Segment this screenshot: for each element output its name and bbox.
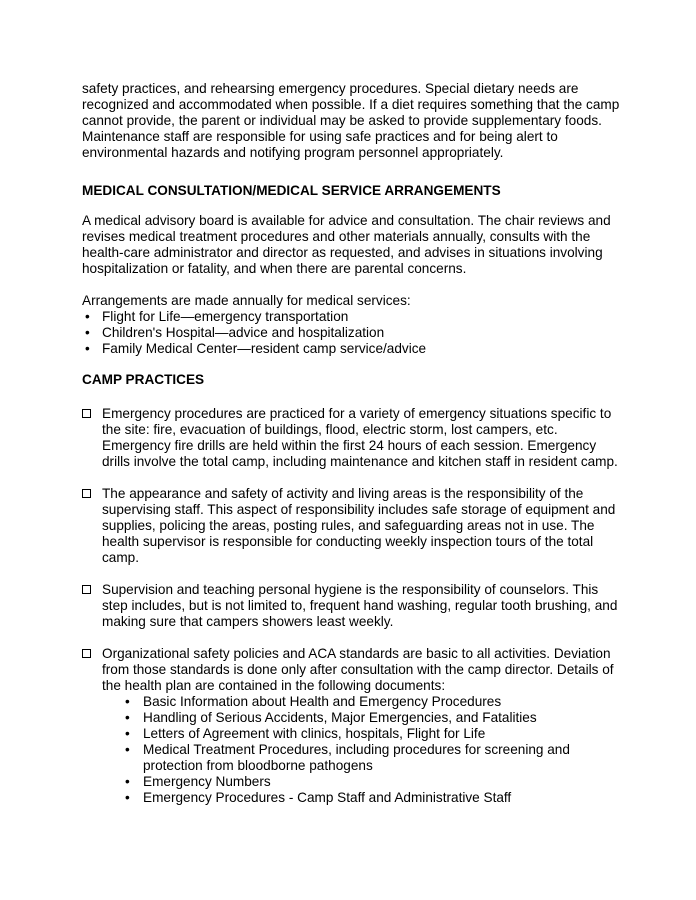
- arrangements-intro: Arrangements are made annually for medical services:: [82, 293, 411, 308]
- bullet-icon: •: [85, 309, 90, 324]
- camp-practices-list: [82, 406, 622, 694]
- list-item: • Emergency Procedures - Camp Staff and Administrative Staff: [125, 790, 512, 805]
- list-item: • Emergency Numbers: [125, 774, 271, 789]
- list-item: • Children's Hospital—advice and hospitalization: [85, 325, 385, 340]
- bullet-icon: •: [85, 341, 90, 356]
- camp-practices-heading: CAMP PRACTICES: [82, 372, 205, 387]
- document-page: [82, 81, 622, 806]
- checkbox-bullet-icon: [82, 649, 91, 658]
- list-item: Supervision and teaching personal hygiene is the responsibility of counselors. This step includes, but is not limited to, frequent hand washing, regular tooth brushing, and making sure that campers showers least weekly.: [82, 582, 622, 630]
- checkbox-bullet-icon: [82, 489, 91, 498]
- checkbox-bullet-icon: [82, 409, 91, 418]
- list-item: • Flight for Life—emergency transportation: [85, 309, 349, 324]
- health-plan-documents-list: [82, 694, 622, 806]
- list-item: • Handling of Serious Accidents, Major Emergencies, and Fatalities: [125, 710, 537, 725]
- bullet-icon: •: [125, 774, 130, 789]
- bullet-icon: •: [85, 325, 90, 340]
- bullet-icon: •: [125, 790, 130, 805]
- medical-board-paragraph: A medical advisory board is available for advice and consultation. The chair reviews and revises medical treatment procedures and other materials annually, consults with the health-care administrator and director as requested, and advises in situations involving hospitalization or fatality, and when there are parental concerns.: [82, 213, 611, 276]
- bullet-icon: •: [125, 742, 130, 757]
- list-item: • Medical Treatment Procedures, including procedures for screening and protection from bloodborne pathogens: [125, 742, 570, 773]
- list-item: • Basic Information about Health and Emergency Procedures: [125, 694, 502, 709]
- intro-paragraph: safety practices, and rehearsing emergency procedures. Special dietary needs are recognized and accommodated when possible. If a diet requires something that the camp cannot provide, the parent or individual may be asked to provide supplementary foods. Maintenance staff are responsible for using safe practices and for being alert to environmental hazards and notifying program personnel appropriately.: [82, 81, 620, 160]
- list-item: • Family Medical Center—resident camp service/advice: [85, 341, 427, 356]
- bullet-icon: •: [125, 694, 130, 709]
- list-item: Organizational safety policies and ACA standards are basic to all activities. Deviation from those standards is done only after consultation with the camp director. Details of the health plan are contained in the following documents:: [82, 646, 622, 694]
- list-item: Emergency procedures are practiced for a variety of emergency situations specific to the site: fire, evacuation of buildings, flood, electric storm, lost campers, etc. Emergency fire drills are held within the first 24 hours of each session. Emergency drills involve the total camp, including maintenance and kitchen staff in resident camp.: [82, 406, 622, 470]
- list-item: The appearance and safety of activity and living areas is the responsibility of the supervising staff. This aspect of responsibility includes safe storage of equipment and supplies, policing the areas, posting rules, and safeguarding areas not in use. The health supervisor is responsible for conducting weekly inspection tours of the total camp.: [82, 486, 622, 566]
- medical-services-list: [82, 309, 622, 357]
- bullet-icon: •: [125, 726, 130, 741]
- list-item: • Letters of Agreement with clinics, hospitals, Flight for Life: [125, 726, 486, 741]
- bullet-icon: •: [125, 710, 130, 725]
- checkbox-bullet-icon: [82, 585, 91, 594]
- medical-heading: MEDICAL CONSULTATION/MEDICAL SERVICE ARRANGEMENTS: [82, 183, 501, 198]
